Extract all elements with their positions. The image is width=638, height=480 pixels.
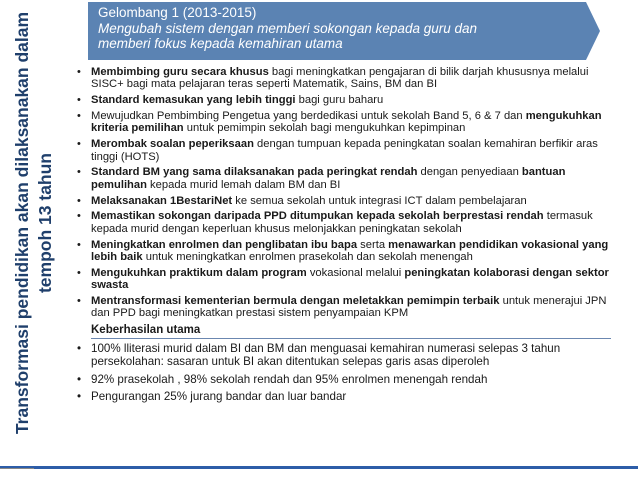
initiative-list — [74, 66, 619, 320]
item-text: bagi meningkatkan pengajaran di bilik darjah khususnya melalui SISC+ bagi mata pelajaran teras seperti Matematik, Sains, BM dan BI — [91, 66, 589, 91]
outcomes-list — [74, 342, 619, 403]
item-bold: Melaksanakan 1BestariNet — [91, 194, 233, 207]
item-bold: Meningkatkan enrolmen dan penglibatan ibu bapa — [91, 238, 358, 251]
wave-banner — [88, 2, 600, 60]
item-bold: Membimbing guru secara khusus — [91, 66, 269, 78]
item-bold: Merombak soalan peperiksaan — [91, 138, 254, 151]
item-text: vokasional melalui — [306, 266, 405, 279]
list-item — [74, 66, 619, 91]
list-item — [74, 239, 619, 264]
footer-rule — [0, 466, 638, 469]
list-item — [74, 94, 619, 106]
banner-title: Gelombang 1 (2013-2015) — [98, 5, 257, 20]
list-item — [74, 195, 619, 207]
divider — [91, 338, 611, 339]
banner-subtitle-line2: memberi fokus kepada kemahiran utama — [98, 36, 343, 51]
item-text: untuk pemimpin sekolah bagi mengukuhkan kepimpinan — [183, 122, 466, 135]
outcomes-heading: Keberhasilan utama — [91, 323, 201, 336]
item-text: kepada murid lemah dalam BM dan BI — [146, 178, 341, 191]
item-bold: bantuan pemulihan — [91, 166, 566, 191]
outcome-item: • Pengurangan 25% jurang bandar dan luar bandar — [74, 390, 619, 403]
item-text: serta — [357, 238, 389, 251]
list-item — [74, 110, 619, 135]
side-title-line1: Transformasi pendidikan akan dilaksanakan dalam — [12, 11, 32, 435]
item-text: termasuk kepada murid dengan keperluan khusus melonjakkan peningkatan sekolah — [91, 210, 593, 235]
item-text: Mewujudkan Pembimbing Pengetua yang berdedikasi untuk sekolah Band 5, 6 & 7 dan — [91, 110, 526, 122]
side-title-text — [11, 8, 57, 438]
item-bold: Standard BM yang sama dilaksanakan pada peringkat rendah — [91, 166, 418, 179]
item-text: untuk meningkatkan enrolmen prasekolah dan sekolah menengah — [142, 251, 473, 264]
list-item — [74, 166, 619, 191]
item-bold: mengukuhkan kriteria pemilihan — [91, 110, 602, 135]
item-text: ke semua sekolah untuk integrasi ICT dalam pembelajaran — [232, 194, 527, 207]
item-text: untuk menerajui JPN dan PPD bagi meningkatkan prestasi sistem penyampaian KPM — [91, 295, 607, 320]
item-text: bagi guru baharu — [295, 94, 384, 107]
item-text: dengan tumpuan kepada peningkatan soalan kemahiran berfikir aras tinggi (HOTS) — [91, 138, 598, 163]
list-item — [74, 210, 619, 235]
side-title-line2: tempoh 13 tahun — [35, 153, 55, 294]
banner-subtitle-line1: Mengubah sistem dengan memberi sokongan kepada guru dan — [98, 20, 478, 36]
content — [74, 66, 619, 407]
item-bold: Mentransformasi kementerian bermula dengan meletakkan pemimpin terbaik — [91, 295, 500, 308]
list-item — [74, 267, 619, 292]
outcome-item: • 92% prasekolah , 98% sekolah rendah dan 95% enrolmen menengah rendah — [74, 373, 619, 386]
item-text: dengan penyediaan — [417, 166, 522, 179]
list-item — [74, 295, 619, 320]
item-bold: Standard kemasukan yang lebih tinggi — [91, 94, 296, 107]
item-bold: Memastikan sokongan daripada PPD ditumpukan kepada sekolah berprestasi rendah — [91, 210, 544, 223]
side-title — [2, 8, 66, 438]
outcome-item: • 100% lliterasi murid dalam BI dan BM dan menguasai kemahiran numerasi selepas 3 tahun persekolahan: sasaran untuk BI akan ditentukan selepas garis asas diperoleh — [74, 342, 619, 368]
footer-corner — [0, 468, 34, 480]
list-item — [74, 138, 619, 163]
item-bold: peningkatan kolaborasi dengan sektor swasta — [91, 266, 609, 292]
item-bold: menawarkan pendidikan vokasional yang lebih baik — [91, 238, 609, 264]
item-bold: Mengukuhkan praktikum dalam program — [91, 266, 307, 279]
